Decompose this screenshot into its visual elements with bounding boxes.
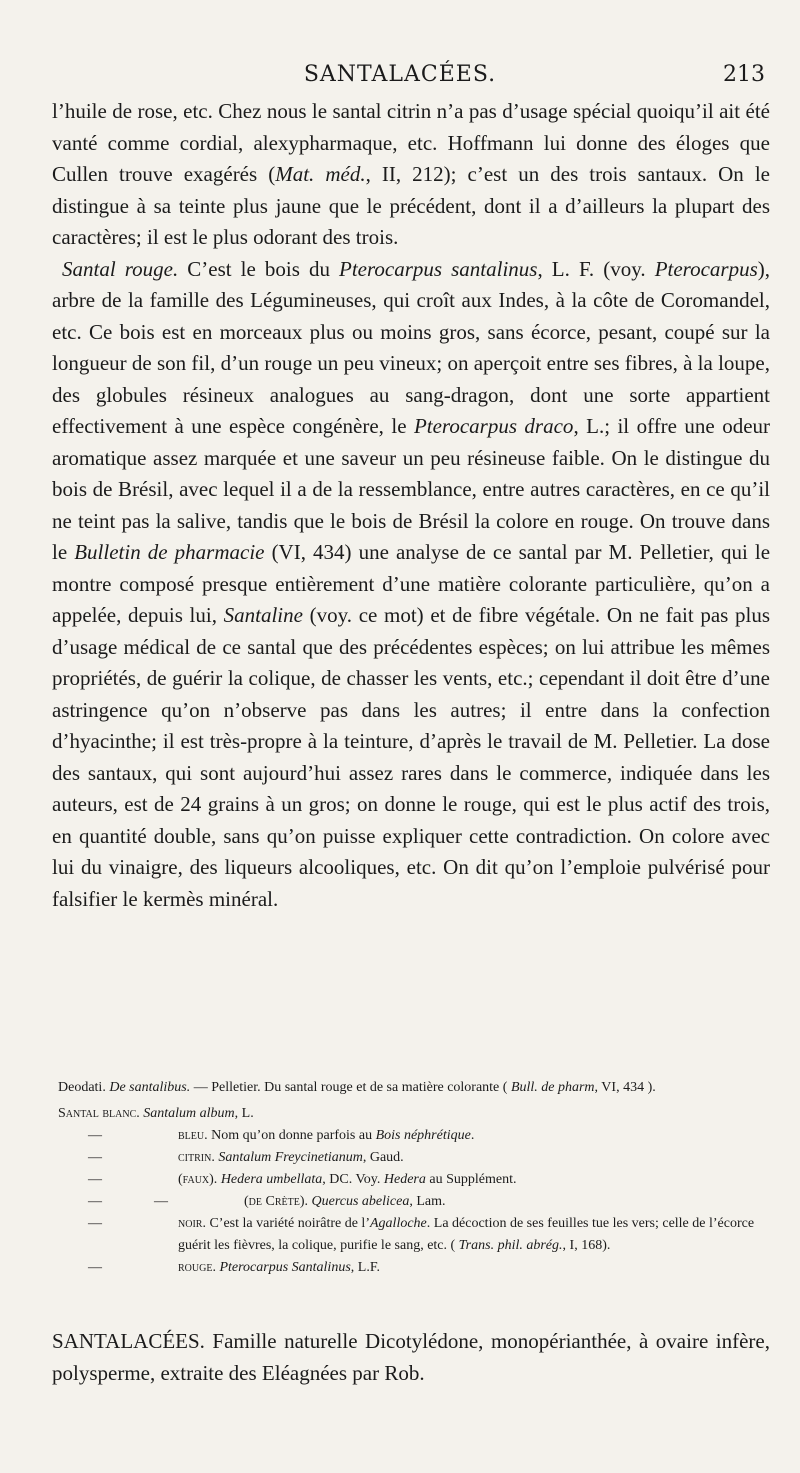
text-run: , II, 212); c’est un des trois santaux. On le distingue à sa teinte plus jaune que le précédent, dont il a d’ailleurs la plupart des caractères; il est le plus odorant des trois. xyxy=(52,162,770,249)
dash: — xyxy=(88,1172,102,1187)
entry-label: bleu. xyxy=(178,1128,208,1143)
dash: — xyxy=(88,1260,102,1275)
dash: — xyxy=(88,1216,102,1231)
text-run: , Lam. xyxy=(409,1194,446,1209)
text-run: , DC. Voy. xyxy=(322,1172,384,1187)
text-run: C’est le bois du xyxy=(178,256,340,281)
text-run: C’est la variété noirâtre de l’ xyxy=(205,1216,370,1231)
entry-text: SANTALACÉES. Famille naturelle Dicotylédone, monopérianthée, à ovaire infère, polysperme, extraite des Eléagnées par Rob. xyxy=(52,1329,770,1385)
entry-label: (de Crète). xyxy=(244,1194,308,1209)
text-run: , L.; il offre une odeur aromatique assez marquée et une saveur un peu résineuse faible. On le distingue du bois de Brésil, avec lequel il a de la ressemblance, entre autres caractères, en ce qu’il ne teint pas la salive, tandis que le bois de Brésil la colore en rouge. On trouve dans le xyxy=(52,414,771,564)
synonym-entry xyxy=(58,1169,780,1191)
text-run: . xyxy=(470,1128,475,1143)
next-entry xyxy=(52,1326,770,1389)
synonym-entry xyxy=(58,1213,780,1257)
cross-reference: Pterocarpus xyxy=(654,256,758,281)
species-name: Santalum album xyxy=(143,1106,235,1121)
text-run: , L.F. xyxy=(350,1260,380,1275)
dash: — xyxy=(154,1194,168,1209)
entry-label: (faux). xyxy=(178,1172,218,1187)
entry-label: noir. xyxy=(178,1216,206,1231)
species-name: Pterocarpus santalinus xyxy=(339,256,538,281)
text-run: (voy. ce mot) et de fibre végétale. On ne fait pas plus d’usage médical de ce santal que des précédentes espèces; on lui attribue les mêmes propriétés, de guérir la colique, de chasser les vents, etc.; cependant il doit être d’une astringence qu’on n’observe pas dans les autres; il entre dans la confection d’hyacinthe; il est très-propre à la teinture, d’après le travail de M. Pelletier. La dose des santaux, qui sont aujourd’hui assez rares dans le commerce, indiquée dans les auteurs, est de 24 grains à un gros; on donne le rouge, qui est le plus actif des trois, en quantité double, sans qu’on puisse expliquer cette contradiction. On colore avec lui du vinaigre, des liqueurs alcooliques, etc. On dit qu’on l’emploie pulvérisé pour falsifier le kermès minéral. xyxy=(52,603,770,911)
synonym-entry xyxy=(58,1191,780,1213)
synonym-entry xyxy=(58,1125,780,1147)
species-name: Hedera umbellata xyxy=(220,1172,323,1187)
entry-label: citrin. xyxy=(178,1150,215,1165)
journal-title: Bull. de pharm xyxy=(510,1080,595,1095)
page-number: 213 xyxy=(723,62,765,87)
dash: — xyxy=(88,1150,102,1165)
species-name: Pterocarpus draco xyxy=(413,414,574,438)
main-text xyxy=(52,96,770,915)
species-name: Quercus abelicea xyxy=(311,1194,410,1209)
entry-label: rouge. xyxy=(178,1260,216,1275)
synonym-entry xyxy=(58,1103,780,1125)
synonym-entry xyxy=(58,1257,780,1279)
text-run: Deodati. xyxy=(58,1080,110,1095)
entry-heading: Santal rouge. xyxy=(62,256,179,281)
text-run: , L. F. (voy. xyxy=(537,256,655,281)
text-run: , I, 168). xyxy=(562,1238,611,1253)
citation: Trans. phil. abrég. xyxy=(458,1238,563,1253)
synonym-entry xyxy=(58,1147,780,1169)
dash: — xyxy=(88,1194,102,1209)
text-run: . La décoction de ses feuilles tue les vers; celle de l’écorce guérit les fièvres, la colique, purifie le sang, etc. ( xyxy=(178,1216,755,1253)
dash: — xyxy=(88,1128,102,1143)
species-name: Agalloche xyxy=(370,1216,427,1231)
running-head: SANTALACÉES. xyxy=(303,62,497,87)
entry-label: Santal blanc. xyxy=(58,1106,140,1121)
species-name: Bois néphrétique xyxy=(375,1128,471,1143)
cross-reference: Santaline xyxy=(223,603,303,627)
bibliography xyxy=(58,1077,780,1099)
paragraph-santal-rouge xyxy=(52,254,770,916)
text-run: au Supplément. xyxy=(425,1172,517,1187)
reference-title: De santalibus. xyxy=(109,1080,191,1095)
text-run: l’huile de rose, etc. Chez nous le santal citrin n’a pas d’usage spécial quoiqu’il ait été vanté comme cordial, alexypharmaque, etc. Hoffmann lui donne des éloges que Cullen trouve exagérés ( xyxy=(52,99,770,186)
cross-reference: Hedera xyxy=(383,1172,426,1187)
page-header xyxy=(0,62,800,92)
notes-section xyxy=(58,1077,780,1279)
species-name: Pterocarpus Santalinus xyxy=(219,1260,351,1275)
text-run: — Pelletier. Du santal rouge et de sa matière colorante ( xyxy=(190,1080,511,1095)
journal-title: Bulletin de pharmacie xyxy=(74,540,265,564)
species-name: Santalum Freycinetianum xyxy=(218,1150,363,1165)
text-run: (VI, 434) une analyse de ce santal par M. Pelletier, qui le montre composé presque entièrement d’une matière colorante particulière, qu’on a appelée, depuis lui, xyxy=(52,540,771,627)
text-run: , Gaud. xyxy=(362,1150,404,1165)
text-run: , VI, 434 ). xyxy=(594,1080,656,1095)
text-run: ), arbre de la famille des Légumineuses, qui croît aux Indes, à la côte de Coromandel, etc. Ce bois est en morceaux plus ou moins gros, sans écorce, pesant, coupé sur la longueur de son fil, d’un rouge un peu vineux; on aperçoit entre ses fibres, à la loupe, des globules résineux analogues au sang-dragon, dont une sorte appartient effectivement à une espèce congénère, le xyxy=(52,256,770,438)
text-run: Nom qu’on donne parfois au xyxy=(207,1128,376,1143)
citation: Mat. méd. xyxy=(275,162,366,186)
paragraph-santal-citrin xyxy=(52,96,770,254)
text-run: , L. xyxy=(234,1106,254,1121)
